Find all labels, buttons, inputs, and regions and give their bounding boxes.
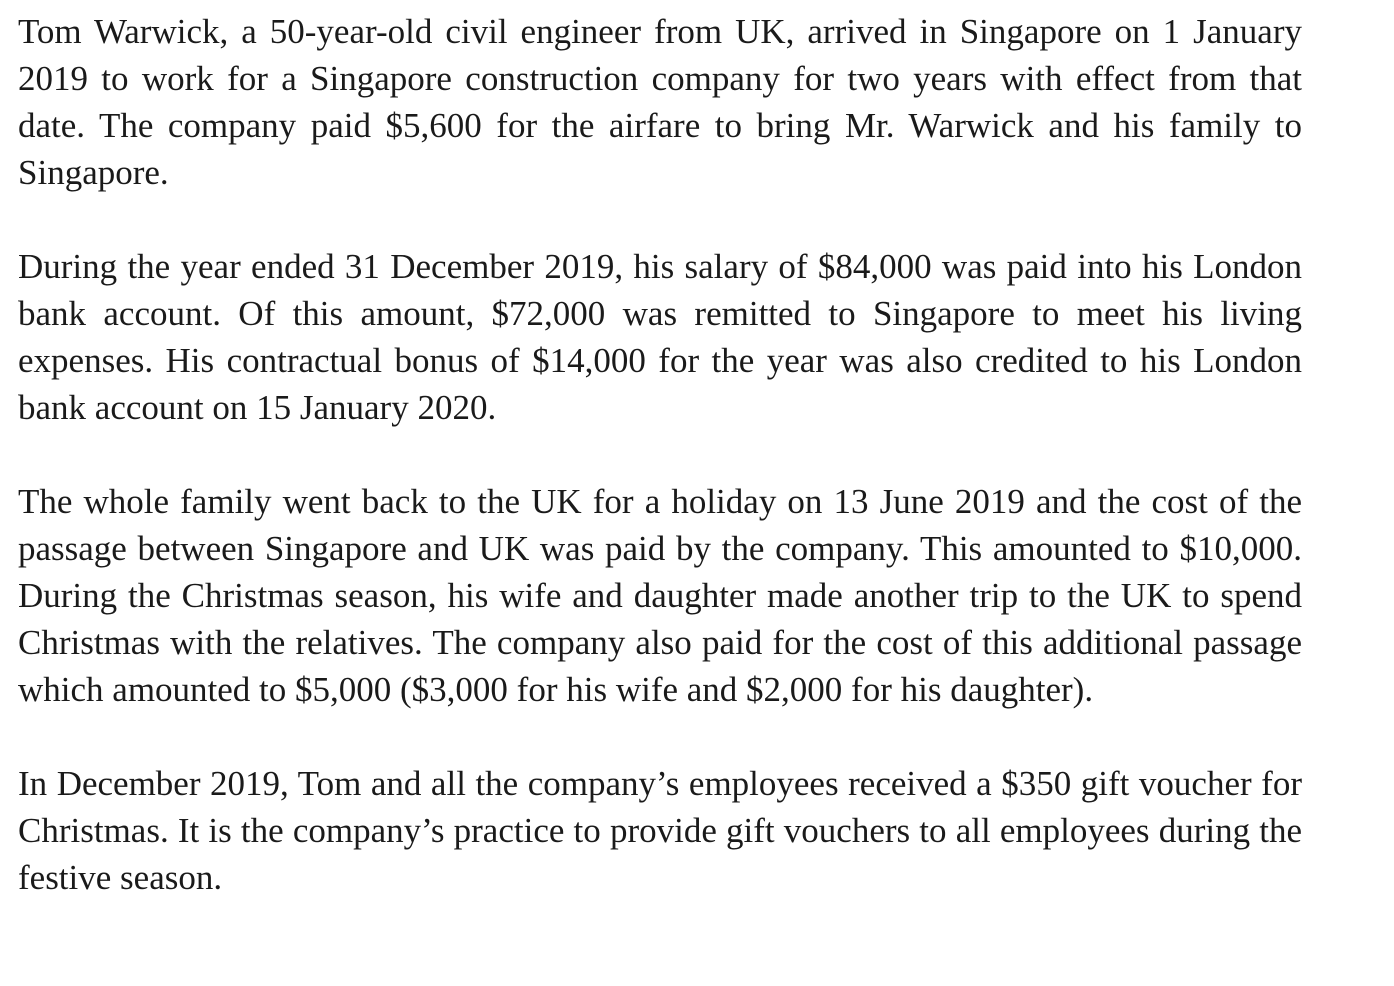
paragraph-passage: The whole family went back to the UK for a holiday on 13 June 2019 and the cost of the passage between Singapore and UK was paid by the company. This amounted to $10,000. During the Christmas season, his wife and daughter made another trip to the UK to spend Christmas with the relatives. The company also paid for the cost of this additional passage which amounted to $5,000 ($3,000 for his wife and $2,000 for his daughter). xyxy=(18,482,1302,709)
paragraph-gift-voucher: In December 2019, Tom and all the company’s employees received a $350 gift voucher for Christmas. It is the company’s practice to provide gift vouchers to all employees during the festive season. xyxy=(18,764,1302,897)
paragraph-arrival: Tom Warwick, a 50-year-old civil engineer from UK, arrived in Singapore on 1 January 2019 to work for a Singapore construction company for two years with effect from that date. The company paid $5,600 for the airfare to bring Mr. Warwick and his family to Singapore. xyxy=(18,12,1302,192)
document-body xyxy=(18,8,1302,901)
paragraph-salary: During the year ended 31 December 2019, his salary of $84,000 was paid into his London bank account. Of this amount, $72,000 was remitted to Singapore to meet his living expenses. His contractual bonus of $14,000 for the year was also credited to his London bank account on 15 January 2020. xyxy=(18,247,1302,427)
